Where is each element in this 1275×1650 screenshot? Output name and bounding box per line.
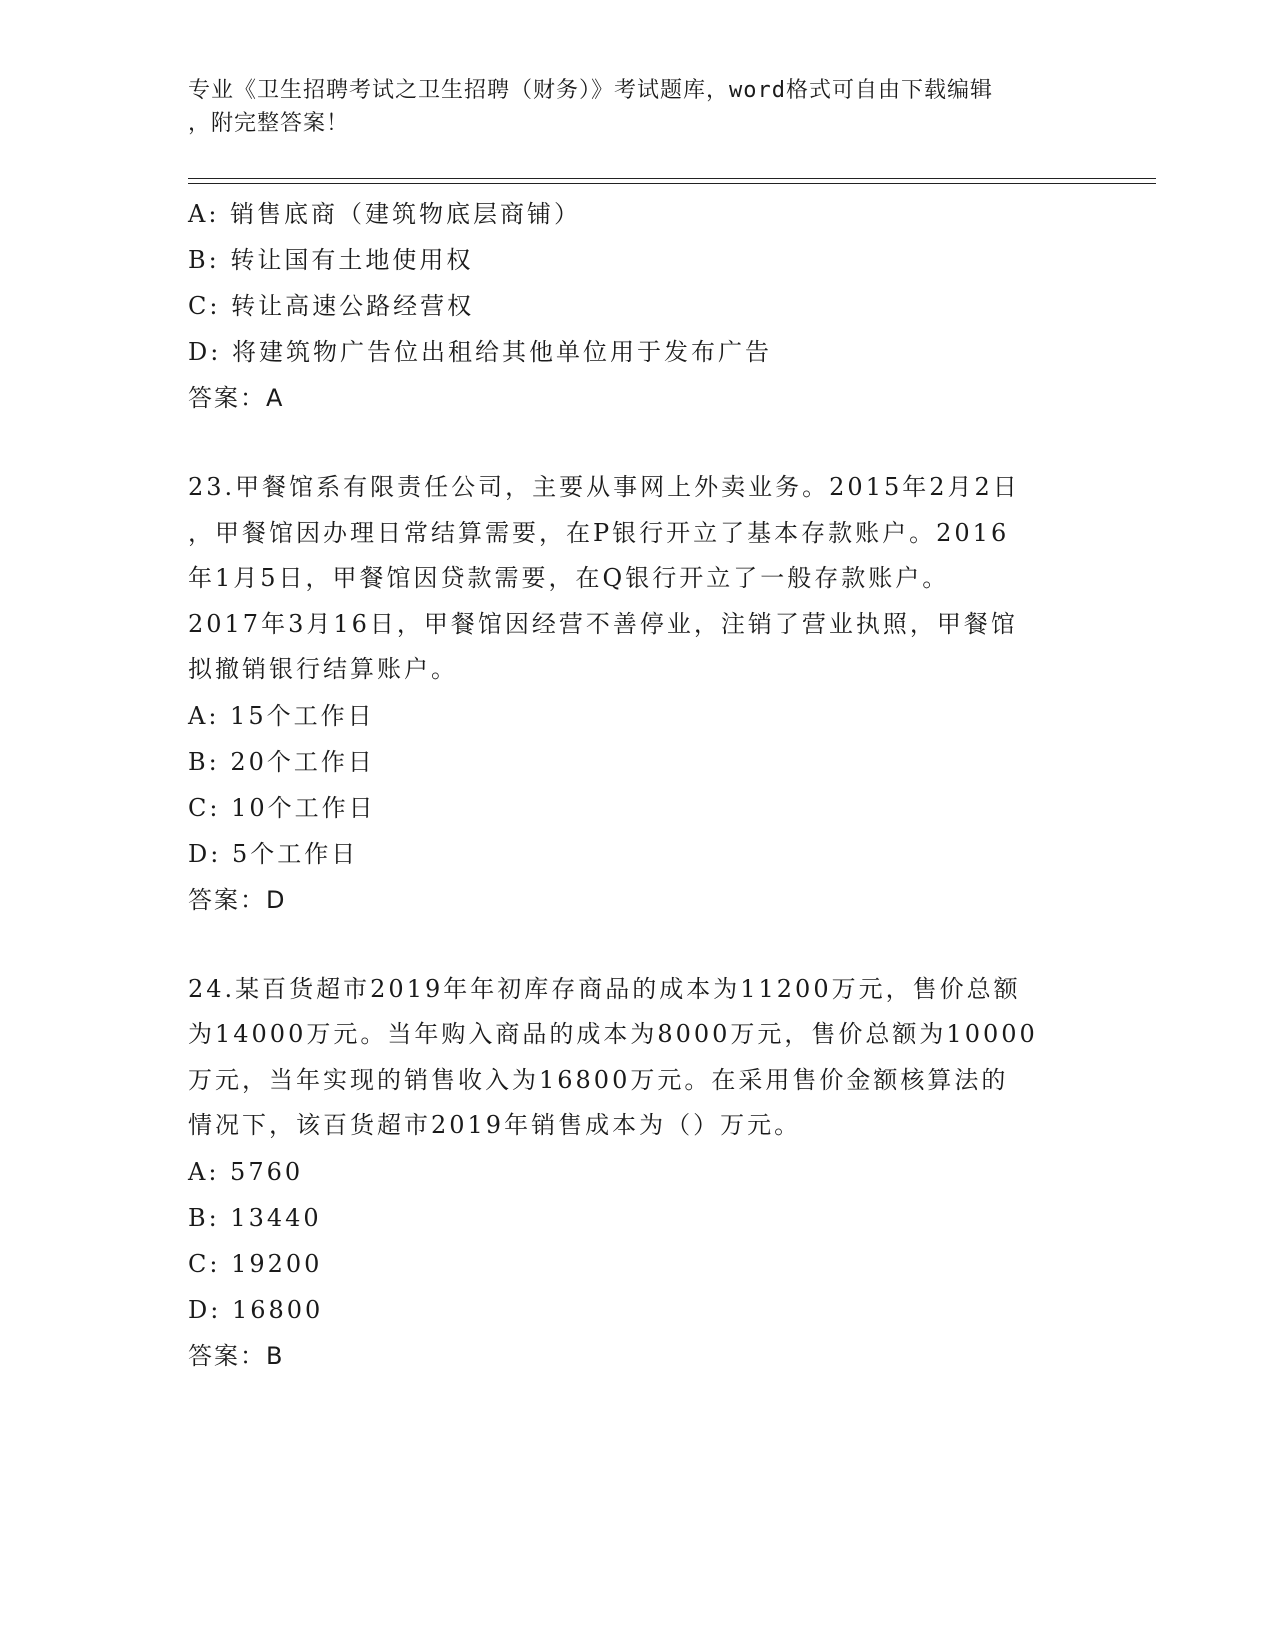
stem-line: 情况下，该百货超市2019年销售成本为（）万元。	[188, 1111, 802, 1139]
option-c: C: 10个工作日	[188, 793, 376, 822]
question-24-options	[188, 1149, 1088, 1333]
stem-line: 2017年3月16日，甲餐馆因经营不善停业，注销了营业执照，甲餐馆	[188, 609, 1018, 638]
stem-line: 24.某百货超市2019年年初库存商品的成本为11200万元，售价总额	[188, 974, 1021, 1003]
question-23-stem	[188, 465, 1088, 693]
spacer	[188, 923, 1088, 967]
option-b: B: 13440	[188, 1203, 322, 1232]
stem-line: 万元，当年实现的销售收入为16800万元。在采用售价金额核算法的	[188, 1065, 1009, 1094]
option-d: D: 16800	[188, 1295, 324, 1324]
option-a: A: 销售底商（建筑物底层商铺）	[188, 200, 582, 228]
question-23-options	[188, 693, 1088, 877]
document-header	[188, 74, 1068, 140]
option-c: C: 19200	[188, 1249, 323, 1278]
question-24-stem	[188, 967, 1088, 1149]
question-23-answer: 答案：D	[188, 885, 287, 914]
option-b: B: 转让国有土地使用权	[188, 246, 474, 274]
option-b: B: 20个工作日	[188, 747, 375, 776]
option-d: D: 5个工作日	[188, 839, 359, 868]
header-line-1: 专业《卫生招聘考试之卫生招聘（财务）》考试题库，word格式可自由下载编辑	[188, 78, 993, 103]
question-24-answer: 答案：B	[188, 1341, 285, 1370]
option-a: A: 15个工作日	[188, 701, 375, 730]
header-line-2: ，附完整答案！	[188, 111, 350, 136]
stem-line: 为14000万元。当年购入商品的成本为8000万元，售价总额为10000	[188, 1020, 1038, 1048]
header-divider-bottom	[188, 183, 1156, 184]
question-22-options	[188, 191, 1088, 375]
spacer	[188, 421, 1088, 465]
stem-line: 年1月5日，甲餐馆因贷款需要，在Q银行开立了一般存款账户。	[188, 564, 950, 592]
option-c: C: 转让高速公路经营权	[188, 292, 475, 320]
header-divider-top	[188, 178, 1156, 179]
option-d: D: 将建筑物广告位出租给其他单位用于发布广告	[188, 338, 772, 366]
stem-line: ，甲餐馆因办理日常结算需要，在P银行开立了基本存款账户。2016	[188, 518, 1010, 547]
option-a: A: 5760	[188, 1157, 304, 1186]
stem-line: 23.甲餐馆系有限责任公司，主要从事网上外卖业务。2015年2月2日	[188, 473, 1020, 501]
question-22-answer: 答案：A	[188, 384, 285, 412]
stem-line: 拟撤销银行结算账户。	[188, 655, 458, 683]
question-content	[188, 191, 1088, 1379]
